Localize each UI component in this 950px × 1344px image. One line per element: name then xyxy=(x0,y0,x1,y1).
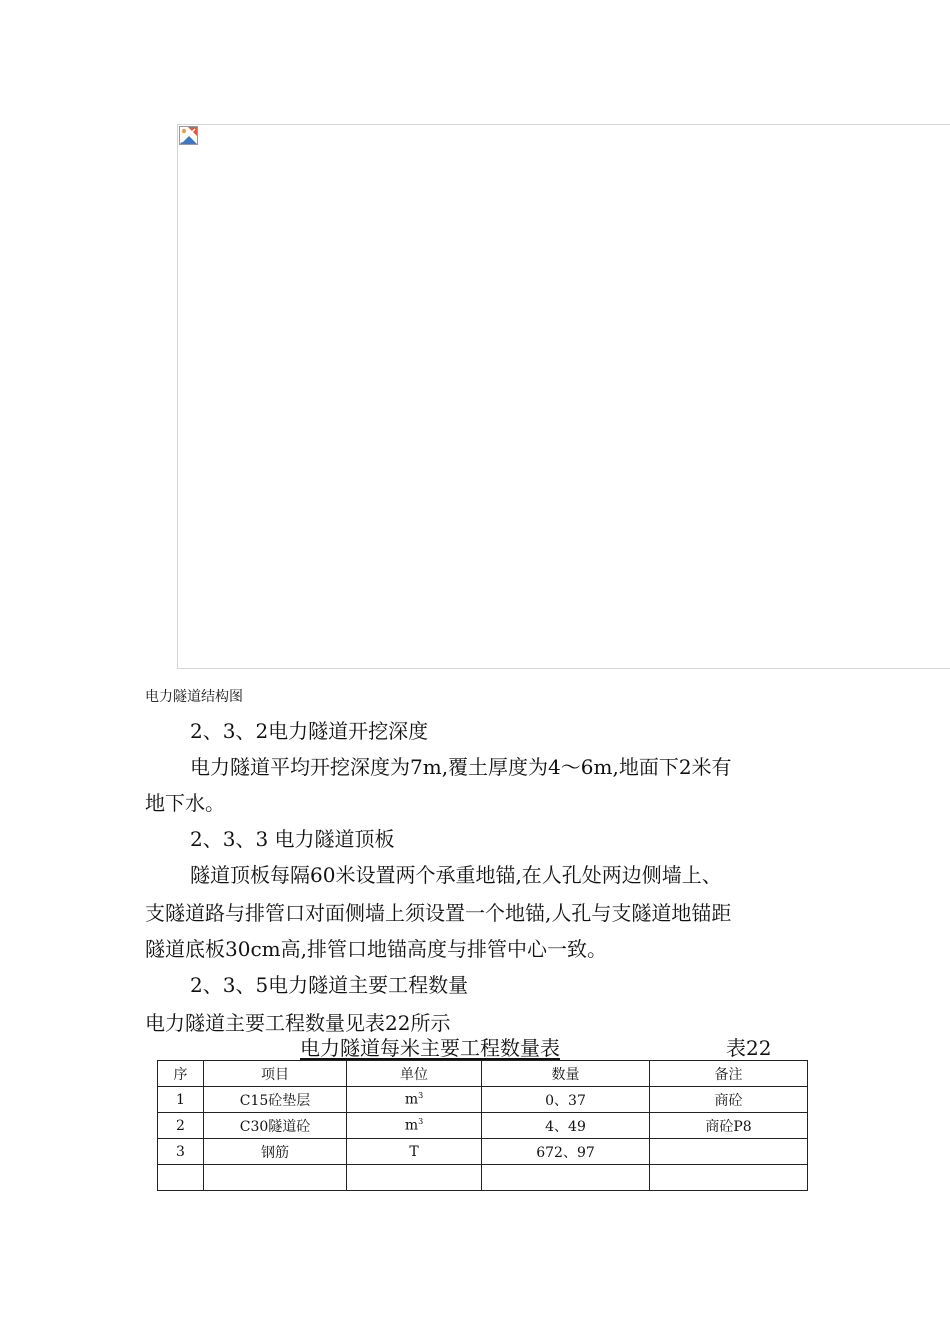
unit-superscript: 3 xyxy=(418,1091,424,1101)
section-heading-2-3-5: 2、3、5电力隧道主要工程数量 xyxy=(190,973,469,997)
table-cell xyxy=(158,1165,204,1191)
table-cell: 钢筋 xyxy=(204,1139,347,1165)
table-cell xyxy=(347,1087,482,1113)
table-cell xyxy=(650,1165,808,1191)
table-row xyxy=(158,1113,808,1139)
table-cell: 4、49 xyxy=(482,1113,650,1139)
quantity-table xyxy=(157,1060,808,1191)
table-row xyxy=(158,1139,808,1165)
table-cell xyxy=(347,1165,482,1191)
table-cell: 商砼 xyxy=(650,1087,808,1113)
paragraph-line: 隧道顶板每隔60米设置两个承重地锚,在人孔处两边侧墙上、 xyxy=(190,863,722,887)
table-cell xyxy=(347,1113,482,1139)
table-cell: C15砼垫层 xyxy=(204,1087,347,1113)
table-title: 电力隧道每米主要工程数量表 xyxy=(300,1036,560,1060)
table-row-empty xyxy=(158,1165,808,1191)
table-cell xyxy=(482,1165,650,1191)
section-heading-2-3-3: 2、3、3 电力隧道顶板 xyxy=(190,827,395,851)
table-cell xyxy=(204,1165,347,1191)
unit-superscript: 3 xyxy=(418,1117,424,1127)
unit-text: m xyxy=(404,1091,419,1108)
paragraph-line: 隧道底板30cm高,排管口地锚高度与排管中心一致。 xyxy=(145,937,607,961)
table-cell: 3 xyxy=(158,1139,204,1165)
table-row xyxy=(158,1087,808,1113)
table-number: 表22 xyxy=(726,1036,772,1060)
header-cell: 备注 xyxy=(650,1061,808,1087)
table-cell: T xyxy=(347,1139,482,1165)
paragraph-line: 支隧道路与排管口对面侧墙上须设置一个地锚,人孔与支隧道地锚距 xyxy=(145,901,732,925)
header-cell: 序 xyxy=(158,1061,204,1087)
paragraph-line: 电力隧道平均开挖深度为7m,覆土厚度为4～6m,地面下2米有 xyxy=(190,755,732,779)
table-intro: 电力隧道主要工程数量见表22所示 xyxy=(145,1011,451,1035)
header-cell: 数量 xyxy=(482,1061,650,1087)
paragraph-line: 地下水。 xyxy=(145,791,225,815)
structure-figure-placeholder xyxy=(177,124,950,669)
unit-text: m xyxy=(404,1117,419,1134)
table-cell: 商砼P8 xyxy=(650,1113,808,1139)
figure-caption: 电力隧道结构图 xyxy=(145,689,243,705)
header-cell: 单位 xyxy=(347,1061,482,1087)
header-cell: 项目 xyxy=(204,1061,347,1087)
table-header-row xyxy=(158,1061,808,1087)
table-cell: C30隧道砼 xyxy=(204,1113,347,1139)
section-heading-2-3-2: 2、3、2电力隧道开挖深度 xyxy=(190,719,429,743)
table-cell: 1 xyxy=(158,1087,204,1113)
table-cell: 0、37 xyxy=(482,1087,650,1113)
table-cell xyxy=(650,1139,808,1165)
broken-image-icon xyxy=(179,126,198,145)
table-cell: 2 xyxy=(158,1113,204,1139)
table-cell: 672、97 xyxy=(482,1139,650,1165)
